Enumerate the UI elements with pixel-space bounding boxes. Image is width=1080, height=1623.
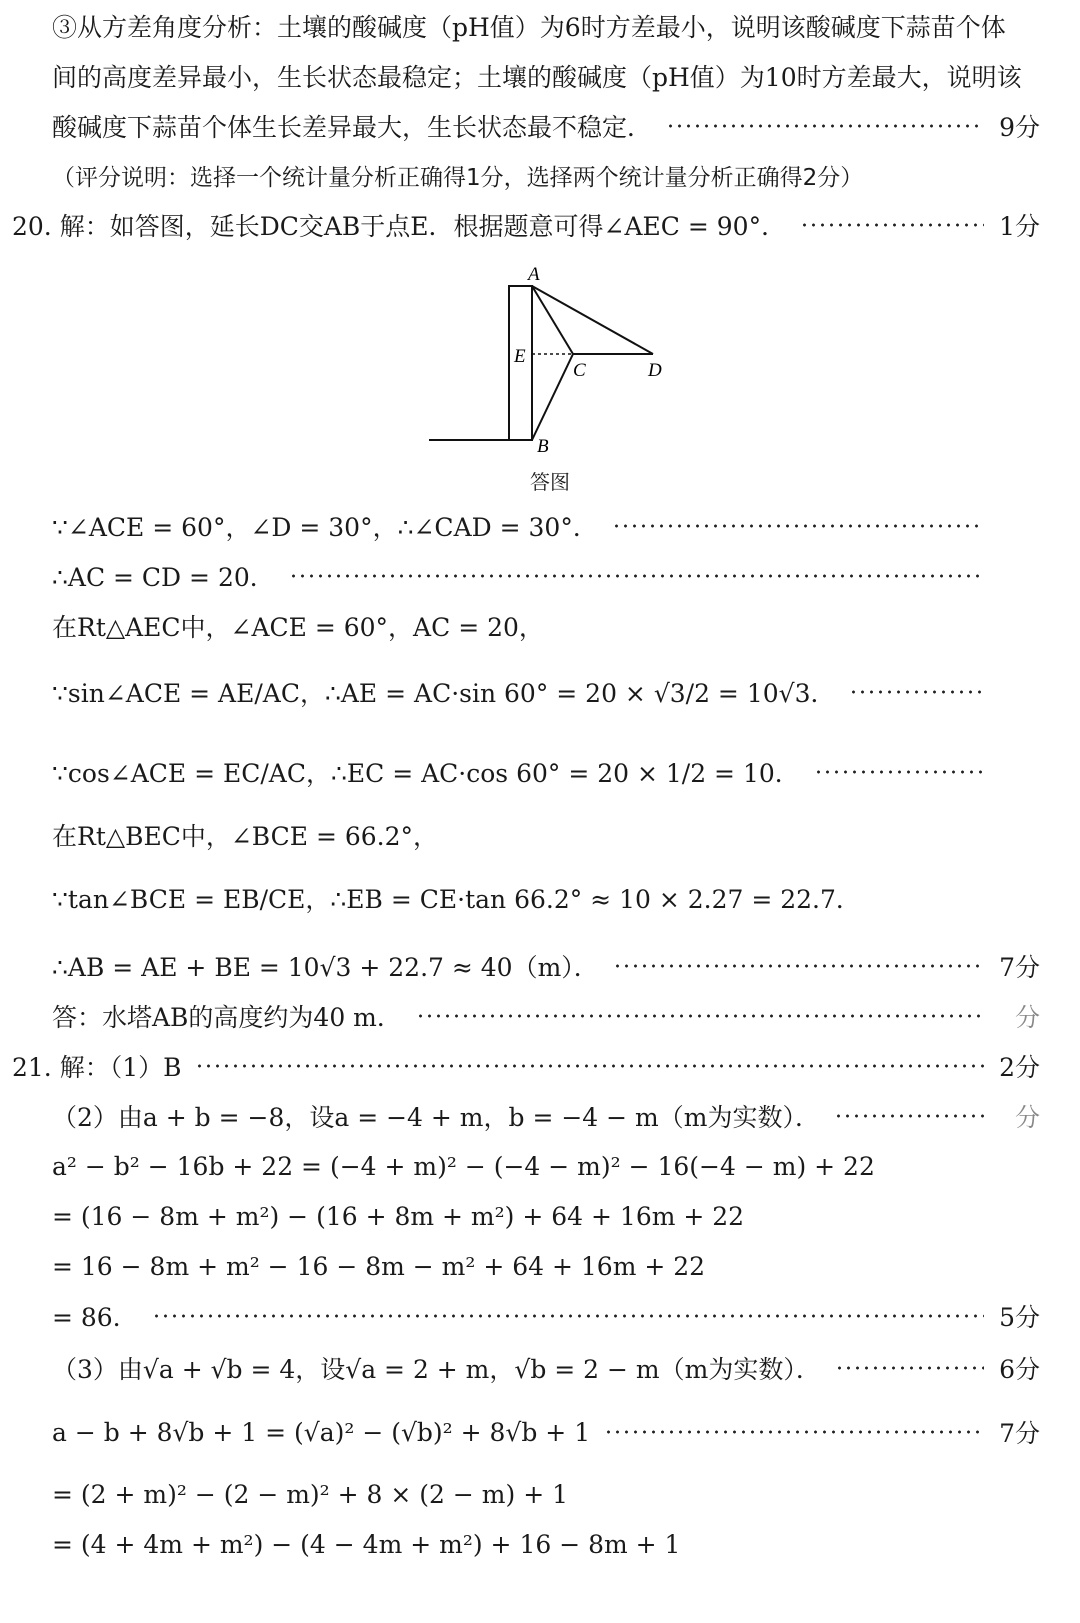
line-text: = (2 + m)² − (2 − m)² + 8 × (2 − m) + 1 [52, 1479, 568, 1509]
text-line [0, 556, 1040, 596]
figure-caption: 答图 [530, 470, 570, 494]
text-line [0, 672, 1040, 712]
label-e: E [514, 346, 526, 367]
text-line [0, 1474, 1040, 1514]
score-label: 分 [1014, 1103, 1040, 1132]
label-b: B [537, 436, 549, 457]
line-text: 酸碱度下蒜苗个体生长差异最大，生长状态最不稳定． [52, 113, 653, 142]
dot-leader [289, 573, 984, 579]
text-line [0, 1096, 1040, 1136]
dot-leader [195, 1063, 984, 1069]
text-line [0, 1196, 1040, 1236]
dot-leader [835, 1365, 984, 1371]
text-line [0, 506, 1040, 546]
text-line [0, 878, 1040, 918]
text-line [0, 6, 1040, 46]
label-c: C [573, 360, 586, 381]
score-label: 5分 [999, 1303, 1040, 1332]
text-line [0, 1524, 1040, 1564]
score-label: 6分 [999, 1355, 1040, 1384]
line-text: （3）由√a + √b = 4，设√a = 2 + m，√b = 2 − m（m为实数）． [52, 1355, 821, 1384]
text-line [0, 1412, 1040, 1452]
line-text: （评分说明：选择一个统计量分析正确得1分，选择两个统计量分析正确得2分） [52, 164, 864, 191]
line-text: 21. 解：（1）B [12, 1053, 182, 1082]
line-text: ∴AB = AE + BE = 10√3 + 22.7 ≈ 40（m）． [52, 953, 599, 982]
text-line [0, 1246, 1040, 1286]
line-text: = (4 + 4m + m²) − (4 − 4m + m²) + 16 − 8m + 1 [52, 1529, 681, 1559]
line-text: 在Rt△AEC中，∠ACE = 60°，AC = 20， [52, 613, 544, 642]
label-a: A [528, 264, 540, 285]
line-text: 间的高度差异最小，生长状态最稳定；土壤的酸碱度（pH值）为10时方差最大，说明该 [52, 63, 1022, 92]
text-line [0, 946, 1040, 986]
dot-leader [612, 523, 984, 529]
question-21-heading [0, 1046, 1040, 1086]
line-text: 答：水塔AB的高度约为40 m． [52, 1003, 402, 1032]
text-line [0, 1348, 1040, 1388]
dot-leader [834, 1113, 984, 1119]
line-text: = (16 − 8m + m²) − (16 + 8m + m²) + 64 + 16m + 22 [52, 1201, 745, 1231]
line-text: ∵cos∠ACE = EC/AC，∴EC = AC·cos 60° = 20 × 1/2 = 10． [52, 759, 800, 788]
dot-leader [613, 963, 984, 969]
segment-ac [532, 286, 573, 354]
text-line [0, 56, 1040, 96]
dot-leader [416, 1013, 984, 1019]
dot-leader [666, 123, 984, 129]
text-line [0, 752, 1040, 792]
score-label: 9分 [999, 113, 1040, 142]
dot-leader [849, 689, 984, 695]
line-text: ∵∠ACE = 60°，∠D = 30°，∴∠CAD = 30°． [52, 513, 598, 542]
score-label: 7分 [999, 953, 1040, 982]
score-label: 7分 [999, 1419, 1040, 1448]
line-text: = 86． [52, 1303, 138, 1332]
score-label: 1分 [999, 212, 1040, 241]
score-label: 2分 [999, 1053, 1040, 1082]
dot-leader [604, 1429, 984, 1435]
text-line [0, 606, 1040, 646]
line-text: 在Rt△BEC中，∠BCE = 66.2°， [52, 822, 439, 851]
line-text: 20. 解：如答图，延长DC交AB于点E．根据题意可得∠AEC = 90°． [12, 212, 787, 241]
score-label: 分 [1014, 1003, 1040, 1032]
line-text: ∵tan∠BCE = EB/CE，∴EB = CE·tan 66.2° ≈ 10 × 2.27 = 22.7． [52, 885, 861, 914]
line-text: = 16 − 8m + m² − 16 − 8m − m² + 64 + 16m + 22 [52, 1251, 706, 1281]
line-text: ∵sin∠ACE = AE/AC，∴AE = AC·sin 60° = 20 × √3/2 = 10√3． [52, 679, 836, 708]
dot-leader [800, 222, 984, 228]
segment-ad [532, 286, 653, 354]
question-20-heading [0, 205, 1040, 245]
text-line [0, 996, 1040, 1036]
line-text: ③从方差角度分析：土壤的酸碱度（pH值）为6时方差最小，说明该酸碱度下蒜苗个体 [52, 13, 1006, 42]
text-line [0, 1296, 1040, 1336]
text-line [0, 106, 1040, 146]
grading-note [0, 155, 1040, 195]
line-text: a − b + 8√b + 1 = (√a)² − (√b)² + 8√b + 1 [52, 1417, 591, 1447]
label-d: D [648, 360, 662, 381]
line-text: a² − b² − 16b + 22 = (−4 + m)² − (−4 − m)² − 16(−4 − m) + 22 [52, 1151, 875, 1181]
line-text: ∴AC = CD = 20． [52, 563, 275, 592]
dot-leader [152, 1313, 984, 1319]
segment-bc [532, 354, 573, 440]
dot-leader [814, 769, 984, 775]
text-line [0, 815, 1040, 855]
text-line [0, 1146, 1040, 1186]
line-text: （2）由a + b = −8，设a = −4 + m，b = −4 − m（m为实数）． [52, 1103, 820, 1132]
